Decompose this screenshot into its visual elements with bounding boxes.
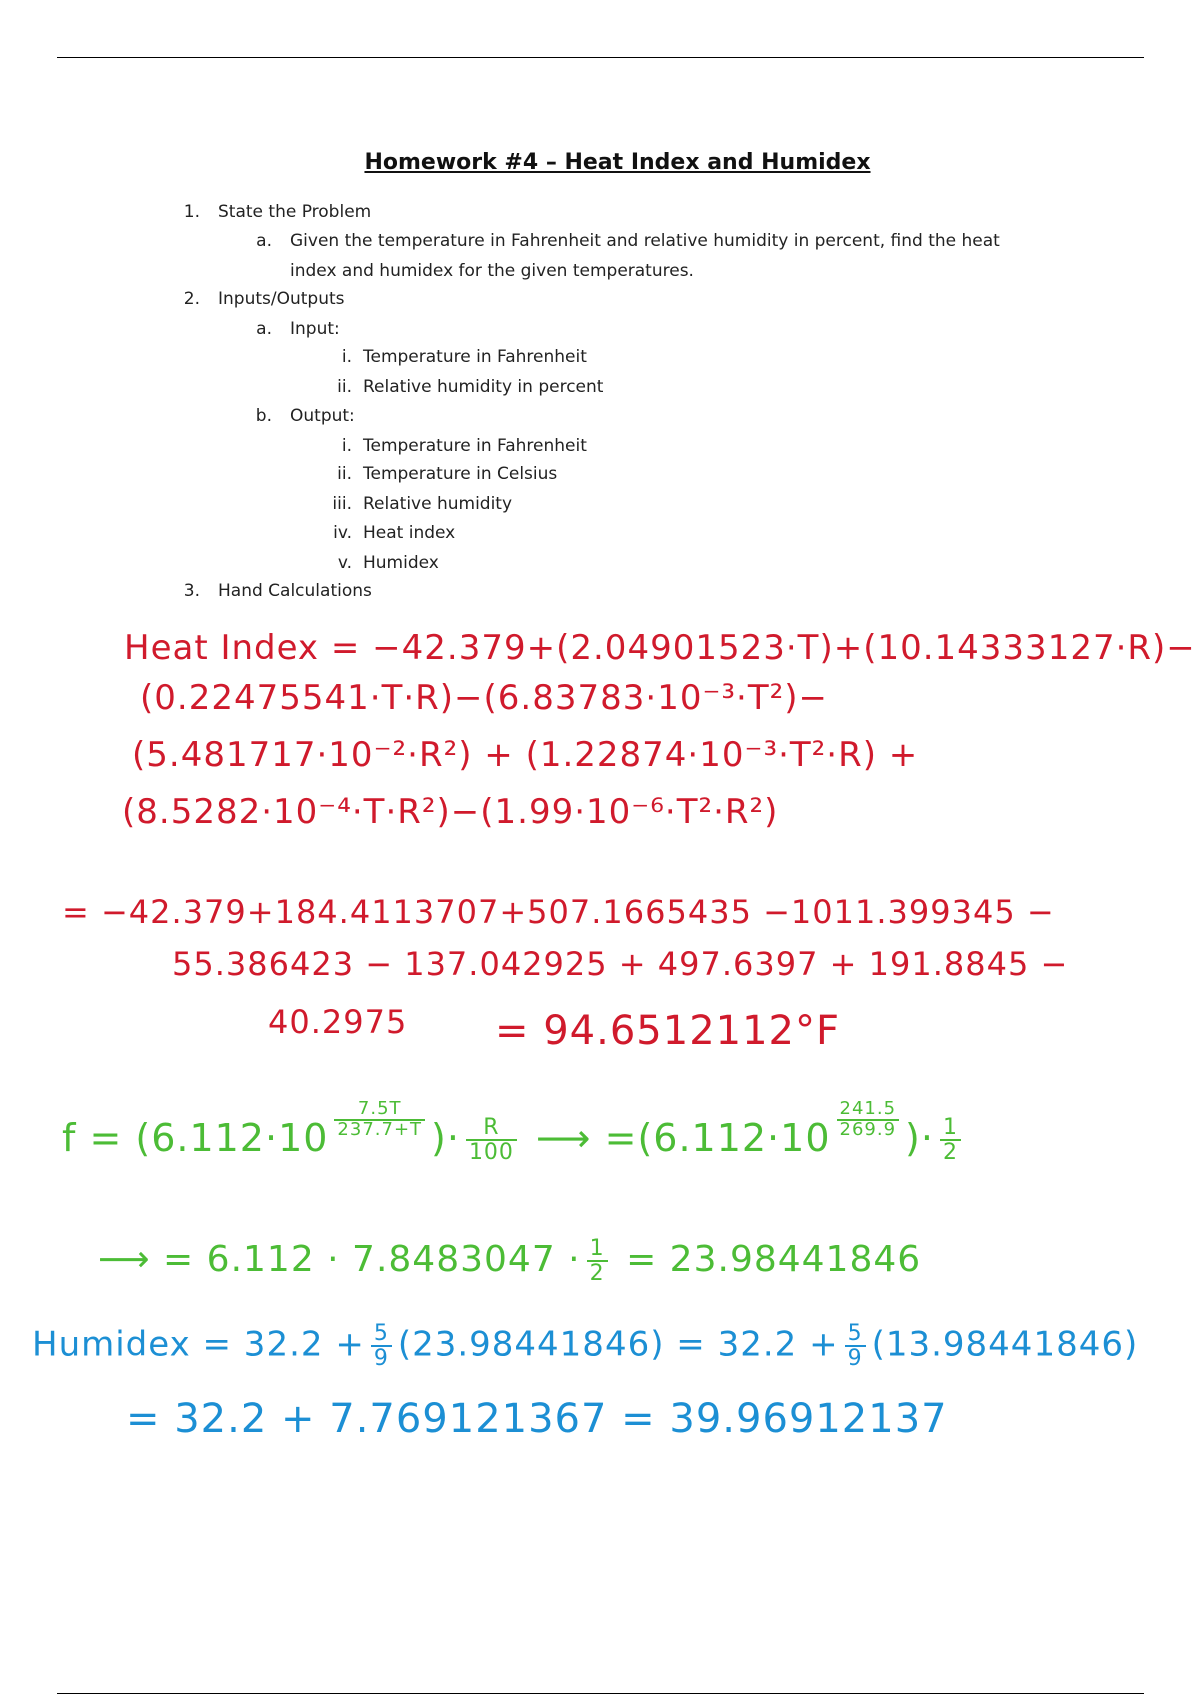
- fraction-denominator: 2: [942, 1140, 958, 1166]
- fraction-numerator: 5: [371, 1322, 392, 1347]
- fraction-numerator: 7.5T: [334, 1100, 425, 1121]
- bottom-rule: [57, 1693, 1144, 1694]
- vapor-pressure-line-1: [62, 1100, 967, 1164]
- heat-index-formula-line: Heat Index = −42.379+(2.04901523·T)+(10.14333127·R)−: [124, 628, 1196, 668]
- list-number: 2.: [183, 289, 200, 309]
- vapor-pressure-line-2: [98, 1237, 921, 1285]
- heat-index-formula-line: (5.481717·10⁻²·R²) + (1.22874·10⁻³·T²·R) +: [132, 735, 919, 775]
- fraction-denominator: 100: [468, 1140, 514, 1166]
- list-number: i.: [341, 436, 352, 456]
- list-number: iii.: [332, 494, 352, 514]
- list-number: ii.: [337, 464, 352, 484]
- list-text: Given the temperature in Fahrenheit and relative humidity in percent, find the heat: [290, 231, 1000, 251]
- formula-text: (23.98441846) = 32.2 +: [397, 1324, 839, 1365]
- list-number: 3.: [183, 581, 200, 601]
- fraction-denominator: 9: [373, 1346, 389, 1372]
- five-ninths-fraction: [371, 1322, 392, 1370]
- list-text: Temperature in Fahrenheit: [363, 436, 587, 456]
- fraction-numerator: 241.5: [837, 1100, 900, 1121]
- humidity-fraction: [466, 1116, 517, 1164]
- heat-index-formula-line: (8.5282·10⁻⁴·T·R²)−(1.99·10⁻⁶·T²·R²): [122, 792, 779, 832]
- fraction-numerator: 1: [940, 1116, 961, 1141]
- list-text: Output:: [290, 406, 355, 426]
- heat-index-substitution-line: = −42.379+184.4113707+507.1665435 −1011.399345 −: [62, 893, 1055, 931]
- humidex-result-line: = 32.2 + 7.769121367 = 39.96912137: [126, 1396, 948, 1442]
- arrow-icon: ⟶: [536, 1115, 592, 1160]
- fraction-numerator: R: [466, 1116, 517, 1141]
- list-number: i.: [341, 347, 352, 367]
- list-text: index and humidex for the given temperatures.: [290, 261, 694, 281]
- fraction-denominator: 9: [847, 1346, 863, 1372]
- list-number: 1.: [183, 202, 200, 222]
- list-text: Humidex: [363, 553, 439, 573]
- list-text: State the Problem: [218, 202, 372, 222]
- exponent-fraction: [334, 1100, 425, 1140]
- list-text: Input:: [290, 319, 340, 339]
- formula-text: =(6.112·10: [604, 1115, 831, 1160]
- fraction-denominator: 2: [589, 1261, 605, 1287]
- formula-text: ⟶ = 6.112 · 7.8483047 ·: [98, 1239, 581, 1281]
- list-text: Temperature in Celsius: [363, 464, 558, 484]
- exponent-fraction: [837, 1100, 900, 1140]
- fraction-numerator: 5: [845, 1322, 866, 1347]
- heat-index-substitution-line: 40.2975: [268, 1003, 408, 1041]
- page-title: Homework #4 – Heat Index and Humidex: [364, 150, 871, 175]
- formula-text: Humidex = 32.2 +: [32, 1324, 365, 1365]
- top-rule: [57, 57, 1144, 58]
- half-fraction: [940, 1116, 961, 1164]
- list-number: ii.: [337, 377, 352, 397]
- fraction-numerator: 1: [587, 1237, 608, 1262]
- list-text: Inputs/Outputs: [218, 289, 345, 309]
- heat-index-result: = 94.6512112°F: [495, 1008, 840, 1054]
- fraction-denominator: 237.7+T: [337, 1118, 423, 1140]
- list-text: Hand Calculations: [218, 581, 372, 601]
- vapor-pressure-result: = 23.98441846: [626, 1239, 922, 1281]
- list-number: b.: [255, 406, 272, 426]
- formula-text: f = (6.112·10: [62, 1115, 329, 1160]
- fraction-denominator: 269.9: [839, 1118, 897, 1140]
- list-number: a.: [256, 231, 272, 251]
- heat-index-substitution-line: 55.386423 − 137.042925 + 497.6397 + 191.8845 −: [172, 945, 1069, 983]
- list-text: Relative humidity: [363, 494, 513, 514]
- list-number: iv.: [333, 523, 352, 543]
- formula-text: )·: [431, 1115, 460, 1160]
- list-number: a.: [256, 319, 272, 339]
- list-text: Heat index: [363, 523, 456, 543]
- list-text: Relative humidity in percent: [363, 377, 604, 397]
- formula-text: )·: [905, 1115, 934, 1160]
- humidex-line-1: [32, 1322, 1138, 1370]
- list-text: Temperature in Fahrenheit: [363, 347, 587, 367]
- heat-index-formula-line: (0.22475541·T·R)−(6.83783·10⁻³·T²)−: [140, 678, 828, 718]
- five-ninths-fraction: [845, 1322, 866, 1370]
- list-number: v.: [337, 553, 352, 573]
- formula-text: (13.98441846): [871, 1324, 1139, 1365]
- half-fraction: [587, 1237, 608, 1285]
